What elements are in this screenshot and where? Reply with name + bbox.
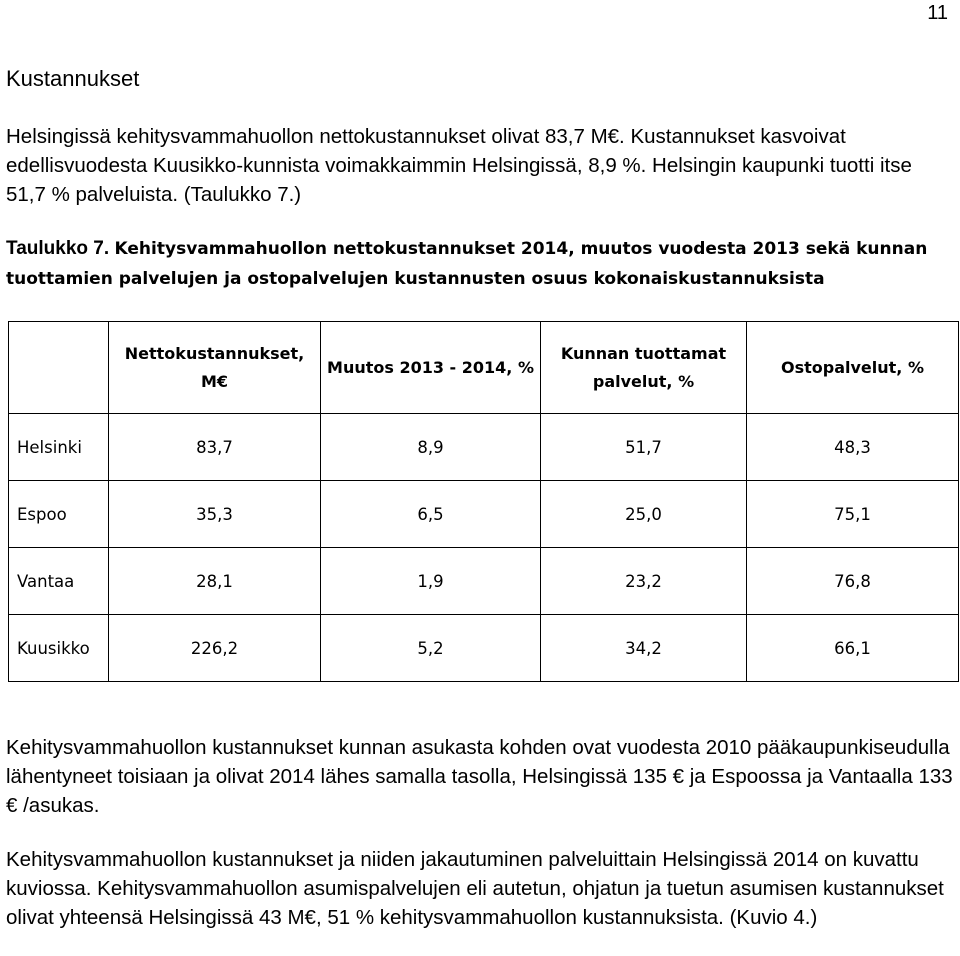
header-municipality: [9, 322, 109, 414]
cell-purchased-services: 48,3: [747, 414, 959, 481]
table-row: [9, 548, 959, 615]
cell-change: 8,9: [321, 414, 541, 481]
table-row: [9, 414, 959, 481]
cell-own-services: 34,2: [541, 615, 747, 682]
cell-purchased-services: 66,1: [747, 615, 959, 682]
table-caption-label: Taulukko 7.: [6, 238, 110, 259]
page-number: 11: [927, 2, 948, 24]
header-own-services: Kunnan tuottamat palvelut, %: [541, 322, 747, 414]
table-row: [9, 481, 959, 548]
table-caption-text: Kehitysvammahuollon nettokustannukset 2014, muutos vuodesta 2013 sekä kunnan tuottamien palvelujen ja ostopalvelujen kustannusten osuus kokonaiskustannuksista: [6, 239, 928, 289]
cell-municipality: Helsinki: [9, 414, 109, 481]
paragraph-per-capita: Kehitysvammahuollon kustannukset kunnan asukasta kohden ovat vuodesta 2010 pääkaupunkiseudulla lähentyneet toisiaan ja olivat 2014 lähes samalla tasolla, Helsingissä 135 € ja Espoossa ja Vantaalla 133 € /asukas.: [6, 736, 953, 817]
table-caption: [6, 234, 960, 294]
cell-net-costs: 226,2: [109, 615, 321, 682]
cell-own-services: 23,2: [541, 548, 747, 615]
costs-table: [8, 321, 959, 682]
header-purchased-services: Ostopalvelut, %: [747, 322, 959, 414]
cell-change: 6,5: [321, 481, 541, 548]
table-row: [9, 615, 959, 682]
table-header-row: [9, 322, 959, 414]
section-heading: Kustannukset: [6, 66, 140, 91]
cell-net-costs: 83,7: [109, 414, 321, 481]
cell-purchased-services: 75,1: [747, 481, 959, 548]
cell-change: 1,9: [321, 548, 541, 615]
header-net-costs: Nettokustannukset, M€: [109, 322, 321, 414]
cell-municipality: Kuusikko: [9, 615, 109, 682]
cell-own-services: 25,0: [541, 481, 747, 548]
cell-municipality: Espoo: [9, 481, 109, 548]
cell-net-costs: 28,1: [109, 548, 321, 615]
cell-own-services: 51,7: [541, 414, 747, 481]
paragraph-service-breakdown: Kehitysvammahuollon kustannukset ja niiden jakautuminen palveluittain Helsingissä 2014 on kuvattu kuviossa. Kehitysvammahuollon asumispalvelujen eli autetun, ohjatun ja tuetun asumisen kustannukset olivat yhteensä Helsingissä 43 M€, 51 % kehitysvammahuollon kustannuksista. (Kuvio 4.): [6, 848, 944, 929]
paragraph-costs-intro: Helsingissä kehitysvammahuollon nettokustannukset olivat 83,7 M€. Kustannukset kasvoivat edellisvuodesta Kuusikko-kunnista voimakkaimmin Helsingissä, 8,9 %. Helsingin kaupunki tuotti itse 51,7 % palveluista. (Taulukko 7.): [6, 125, 912, 206]
cell-purchased-services: 76,8: [747, 548, 959, 615]
cell-net-costs: 35,3: [109, 481, 321, 548]
header-change: Muutos 2013 - 2014, %: [321, 322, 541, 414]
cell-municipality: Vantaa: [9, 548, 109, 615]
cell-change: 5,2: [321, 615, 541, 682]
